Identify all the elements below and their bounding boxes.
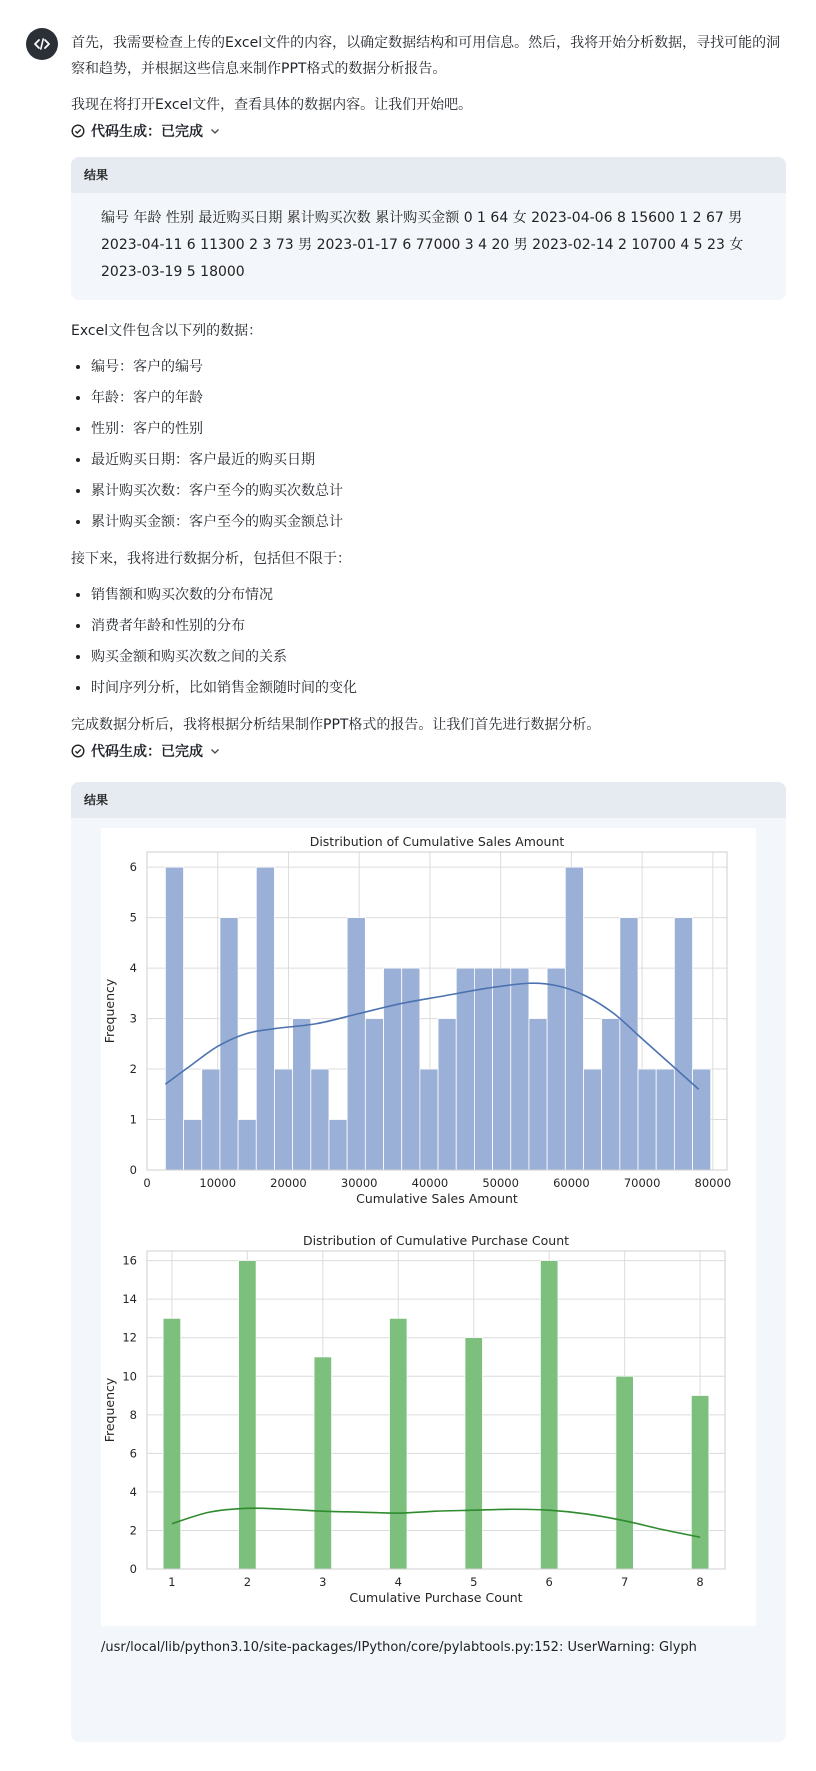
result-header: 结果	[71, 782, 786, 818]
section-heading: 接下来，我将进行数据分析，包括但不限于：	[71, 551, 351, 567]
message-content	[71, 30, 786, 1742]
y-tick-label: 2	[129, 1523, 137, 1538]
check-circle-icon	[71, 744, 85, 758]
histogram-bar	[238, 1120, 256, 1170]
list-item: • 销售额和购买次数的分布情况	[91, 580, 786, 611]
histogram-bar	[184, 1120, 202, 1170]
code-icon	[33, 35, 51, 53]
histogram-bar	[365, 1019, 383, 1170]
status-value: 已完成	[161, 744, 203, 760]
warning-output: /usr/local/lib/python3.10/site-packages/IPython/core/pylabtools.py:152: UserWarning: Glyph	[101, 1640, 697, 1655]
histogram-bar	[384, 968, 402, 1170]
histogram-bar	[390, 1318, 407, 1569]
x-tick-label: 5	[470, 1575, 478, 1589]
y-tick-label: 6	[129, 860, 137, 875]
y-tick-label: 1	[129, 1112, 137, 1127]
x-tick-label: 4	[394, 1575, 402, 1589]
purchase-count-histogram-chart	[101, 1227, 756, 1622]
list-item: • 累计购买金额：客户至今的购买金额总计	[91, 507, 786, 538]
y-tick-label: 6	[129, 1446, 137, 1461]
x-axis-label: Cumulative Purchase Count	[349, 1590, 523, 1605]
chart-card	[101, 1227, 756, 1626]
code-status-toggle[interactable]	[71, 118, 786, 144]
y-tick-label: 8	[129, 1407, 137, 1422]
histogram-bar	[656, 1069, 674, 1170]
histogram-bar	[256, 867, 274, 1170]
histogram-bar	[163, 1318, 180, 1569]
y-tick-label: 16	[122, 1253, 137, 1268]
y-tick-label: 14	[122, 1292, 137, 1307]
analysis-list	[71, 580, 786, 704]
x-tick-label: 7	[620, 1575, 629, 1589]
y-tick-label: 4	[129, 1484, 137, 1499]
histogram-bar	[314, 1357, 331, 1569]
chart-title: Distribution of Cumulative Purchase Count	[302, 1233, 570, 1248]
histogram-bar	[511, 968, 529, 1170]
x-tick-label: 50000	[482, 1176, 519, 1190]
list-item: • 最近购买日期：客户最近的购买日期	[91, 445, 786, 476]
histogram-bar	[465, 1338, 482, 1569]
histogram-bar	[274, 1069, 292, 1170]
section-heading: Excel文件包含以下列的数据：	[71, 323, 263, 339]
histogram-bar	[691, 1396, 708, 1569]
chart-card	[101, 828, 756, 1227]
histogram-bar	[602, 1019, 620, 1170]
check-circle-icon	[71, 124, 85, 138]
code-status-toggle[interactable]	[71, 738, 786, 764]
result-header: 结果	[71, 157, 786, 193]
result-panel	[71, 782, 786, 1742]
result-panel	[71, 157, 786, 300]
histogram-bar	[583, 1069, 601, 1170]
y-tick-label: 10	[122, 1369, 137, 1384]
histogram-bar	[347, 918, 365, 1170]
histogram-bar	[638, 1069, 656, 1170]
sales-histogram-chart	[101, 828, 756, 1223]
status-value: 已完成	[161, 124, 203, 140]
chevron-down-icon	[209, 125, 221, 137]
y-axis-label: Frequency	[102, 978, 117, 1044]
x-tick-label: 1	[168, 1575, 176, 1589]
y-tick-label: 5	[129, 910, 137, 925]
histogram-bar	[620, 918, 638, 1170]
histogram-bar	[674, 918, 692, 1170]
result-output: 编号 年龄 性别 最近购买日期 累计购买次数 累计购买金额 0 1 64 女 2023-04-06 8 15600 1 2 67 男 2023-04-11 6 11300 2 3 73 男 2023-01-17 6 77000 3 4 20 男 2023-02-14 2 10700 4 5 23 女 2023-03-19 5 18000	[101, 210, 744, 280]
y-tick-label: 3	[129, 1011, 137, 1026]
y-tick-label: 2	[129, 1062, 137, 1077]
column-list	[71, 352, 786, 538]
x-tick-label: 60000	[553, 1176, 590, 1190]
x-tick-label: 3	[319, 1575, 327, 1589]
status-label: 代码生成：	[91, 124, 161, 140]
y-tick-label: 0	[129, 1562, 137, 1576]
histogram-bar	[420, 1069, 438, 1170]
status-label: 代码生成：	[91, 744, 161, 760]
y-tick-label: 4	[129, 961, 137, 976]
histogram-bar	[456, 968, 474, 1170]
y-tick-label: 0	[129, 1163, 137, 1177]
code-avatar	[26, 28, 58, 60]
x-tick-label: 40000	[411, 1176, 449, 1190]
list-item: • 性别：客户的性别	[91, 414, 786, 445]
histogram-bar	[202, 1069, 220, 1170]
list-item: • 年龄：客户的年龄	[91, 383, 786, 414]
x-tick-label: 30000	[340, 1176, 378, 1190]
list-item: • 编号：客户的编号	[91, 352, 786, 383]
x-axis-label: Cumulative Sales Amount	[356, 1191, 518, 1206]
y-tick-label: 12	[122, 1330, 137, 1345]
histogram-bar	[402, 968, 420, 1170]
histogram-bar	[438, 1019, 456, 1170]
x-tick-label: 70000	[623, 1176, 661, 1190]
histogram-bar	[547, 968, 565, 1170]
x-tick-label: 10000	[199, 1176, 237, 1190]
intro-paragraph-2: 我现在将打开Excel文件，查看具体的数据内容。让我们开始吧。	[71, 97, 473, 113]
x-tick-label: 80000	[694, 1176, 732, 1190]
histogram-bar	[474, 968, 492, 1170]
list-item: • 消费者年龄和性别的分布	[91, 611, 786, 642]
chevron-down-icon	[209, 745, 221, 757]
list-item: • 购买金额和购买次数之间的关系	[91, 642, 786, 673]
intro-paragraph: 首先，我需要检查上传的Excel文件的内容，以确定数据结构和可用信息。然后，我将开始分析数据，寻找可能的洞察和趋势，并根据这些信息来制作PPT格式的数据分析报告。	[71, 35, 781, 77]
histogram-bar	[616, 1376, 633, 1569]
x-tick-label: 2	[243, 1575, 252, 1589]
summary-paragraph: 完成数据分析后，我将根据分析结果制作PPT格式的报告。让我们首先进行数据分析。	[71, 717, 601, 733]
histogram-bar	[311, 1069, 329, 1170]
chart-title: Distribution of Cumulative Sales Amount	[309, 834, 565, 849]
histogram-bar	[541, 1261, 558, 1569]
x-tick-label: 0	[143, 1176, 151, 1190]
x-tick-label: 20000	[270, 1176, 307, 1190]
y-axis-label: Frequency	[102, 1377, 117, 1443]
histogram-bar	[293, 1019, 311, 1170]
x-tick-label: 8	[696, 1575, 704, 1589]
histogram-bar	[329, 1120, 347, 1170]
histogram-bar	[693, 1069, 711, 1170]
histogram-bar	[165, 867, 183, 1170]
histogram-bar	[565, 867, 583, 1170]
x-tick-label: 6	[545, 1575, 553, 1589]
histogram-bar	[493, 968, 511, 1170]
list-item: • 累计购买次数：客户至今的购买次数总计	[91, 476, 786, 507]
histogram-bar	[529, 1019, 547, 1170]
list-item: • 时间序列分析，比如销售金额随时间的变化	[91, 673, 786, 704]
histogram-bar	[239, 1261, 256, 1569]
